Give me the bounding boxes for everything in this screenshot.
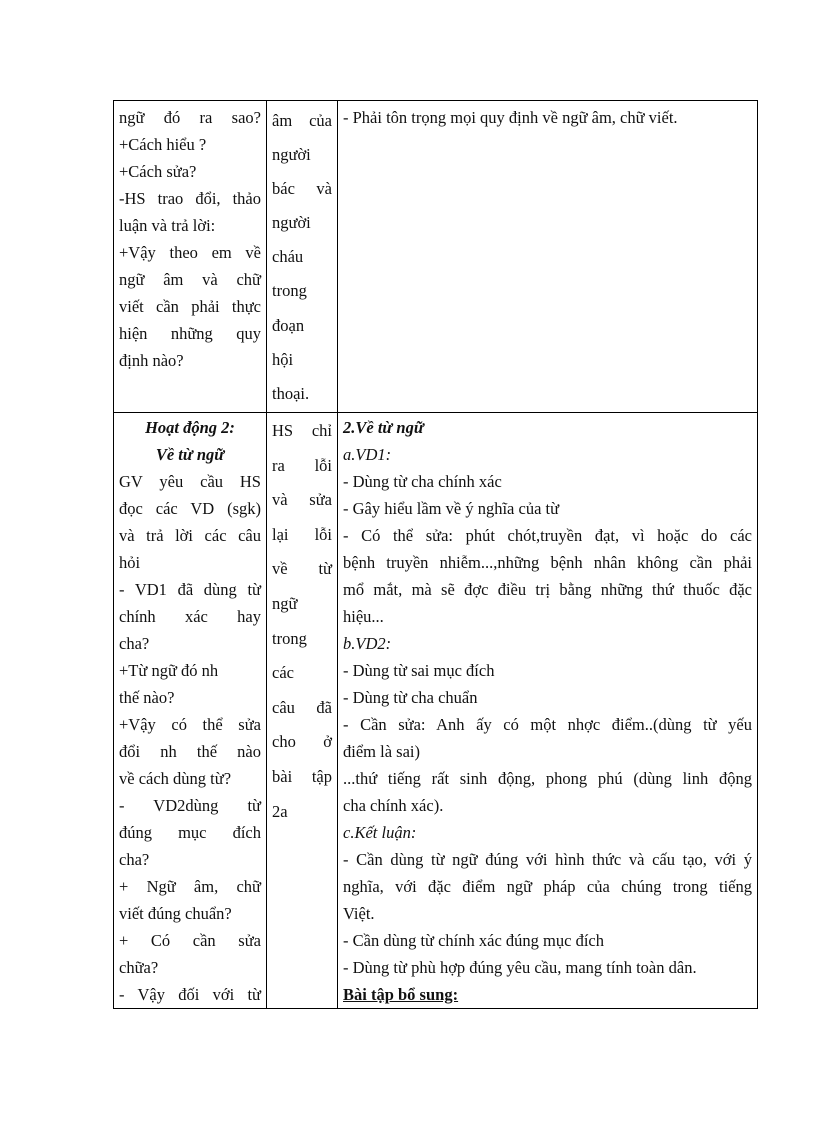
text-line: 2a [272,801,288,821]
text-line: - Dùng từ cha chính xác [343,472,502,491]
text-line: mổ mắt, mà sẽ đợc điều trị bằng những thứ thuốc đặc [343,580,752,599]
text-line: cháu [272,247,304,267]
table-row [114,413,758,1009]
text-line: bệnh truyền nhiễm...,những bệnh nhân không cần phải [343,553,752,572]
text-line: -HS trao đổi, thảo [119,189,261,208]
text-line: và trả lời các câu [119,526,261,545]
text-line: - Dùng từ cha chuẩn [343,688,478,707]
text-line: - Có thể sửa: phút chót,truyền đạt, vì hoặc do các [343,526,752,545]
text-line: +Cách hiểu ? [119,135,207,154]
text-line: - VD1 đã dùng từ [119,580,261,599]
text-line: người [272,145,311,165]
text-line: viết đúng chuẩn? [119,904,232,923]
text-line: + Ngữ âm, chữ [119,877,261,896]
text-line: đúng mục đích [119,823,261,842]
text-line: +Từ ngữ đó nh [119,661,219,680]
content-cell [338,413,758,1009]
text-line: - Dùng từ sai mục đích [343,661,495,680]
text-line: + Có cần sửa [119,931,261,950]
text-line: bác và [272,179,332,199]
text-line: ...thứ tiếng rất sinh động, phong phú (dùng linh động [343,769,752,788]
section-heading: 2.Về từ ngữ [343,418,424,437]
text-line: cha? [119,634,150,653]
text-line: định nào? [119,351,184,370]
text-line: hội [272,349,294,369]
text-line: - Cần dùng từ ngữ đúng với hình thức và cấu tạo, với ý [343,850,752,869]
content-cell [338,101,758,413]
text-line: hiệu... [343,607,384,626]
text-line: - VD2dùng từ [119,796,261,815]
table-row [114,101,758,413]
text-line: đoạn [272,315,305,335]
text-line: cha chính xác). [343,796,444,815]
text-line: trong [272,628,307,648]
text-line: thoại. [272,383,310,403]
text-line: người [272,213,311,233]
text-line: - Cần dùng từ chính xác đúng mục đích [343,931,604,950]
text-line: về cách dùng từ? [119,769,232,788]
text-line: cha? [119,850,150,869]
text-line: - Phải tôn trọng mọi quy định về ngữ âm, chữ viết. [343,108,678,127]
text-line: - Dùng từ phù hợp đúng yêu cầu, mang tính toàn dân. [343,958,697,977]
text-line: các [272,663,294,683]
text-line: ngữ âm và chữ [119,270,261,289]
text-line: - Vậy đối với từ [119,985,261,1004]
text-line: luận và trả lời: [119,216,216,235]
text-line: GV yêu cầu HS [119,472,261,491]
text-line: lại lỗi [272,524,332,544]
text-line: âm của [272,111,332,130]
teacher-activity-cell [114,101,267,413]
teacher-activity-cell [114,413,267,1009]
text-line: về từ [272,559,332,579]
activity-title: Hoạt động 2: [145,418,235,437]
text-line: bài tập [272,766,332,786]
text-line: +Vậy có thể sửa [119,715,261,734]
text-line: hỏi [119,553,141,572]
text-line: câu đã [272,697,332,717]
text-line: nghĩa, với đặc điểm ngữ pháp của chúng trong tiếng [343,877,752,896]
text-line: HS chỉ [272,421,332,440]
example-label: b.VD2: [343,634,392,653]
text-line: viết cần phải thực [119,297,261,316]
text-line: đọc các VD (sgk) [119,499,261,518]
conclusion-label: c.Kết luận: [343,823,417,842]
text-line: đổi nh thế nào [119,742,261,761]
text-line: điểm là sai) [343,742,420,761]
text-line: +Vậy theo em về [119,243,261,262]
text-line: trong [272,281,307,301]
example-label: a.VD1: [343,445,392,464]
text-line: - Cần sửa: Anh ấy có một nhợc điểm..(dùng từ yếu [343,715,752,734]
extra-exercise-heading: Bài tập bổ sung: [343,985,459,1004]
student-activity-cell [267,101,338,413]
student-activity-cell [267,413,338,1009]
text-line: chữa? [119,958,159,977]
lesson-table [113,100,758,1009]
text-line: ra lỗi [272,455,332,475]
text-line: chính xác hay [119,607,261,626]
activity-subtitle: Về từ ngữ [155,445,225,464]
text-line: - Gây hiểu lầm về ý nghĩa của từ [343,499,560,518]
text-line: ngữ [272,593,298,613]
text-line: ngữ đó ra sao? [119,108,261,127]
text-line: Việt. [343,904,375,923]
text-line: cho ở [272,732,332,752]
text-line: và sửa [272,490,332,510]
text-line: thế nào? [119,688,175,707]
text-line: hiện những quy [119,324,261,343]
text-line: +Cách sửa? [119,162,197,181]
